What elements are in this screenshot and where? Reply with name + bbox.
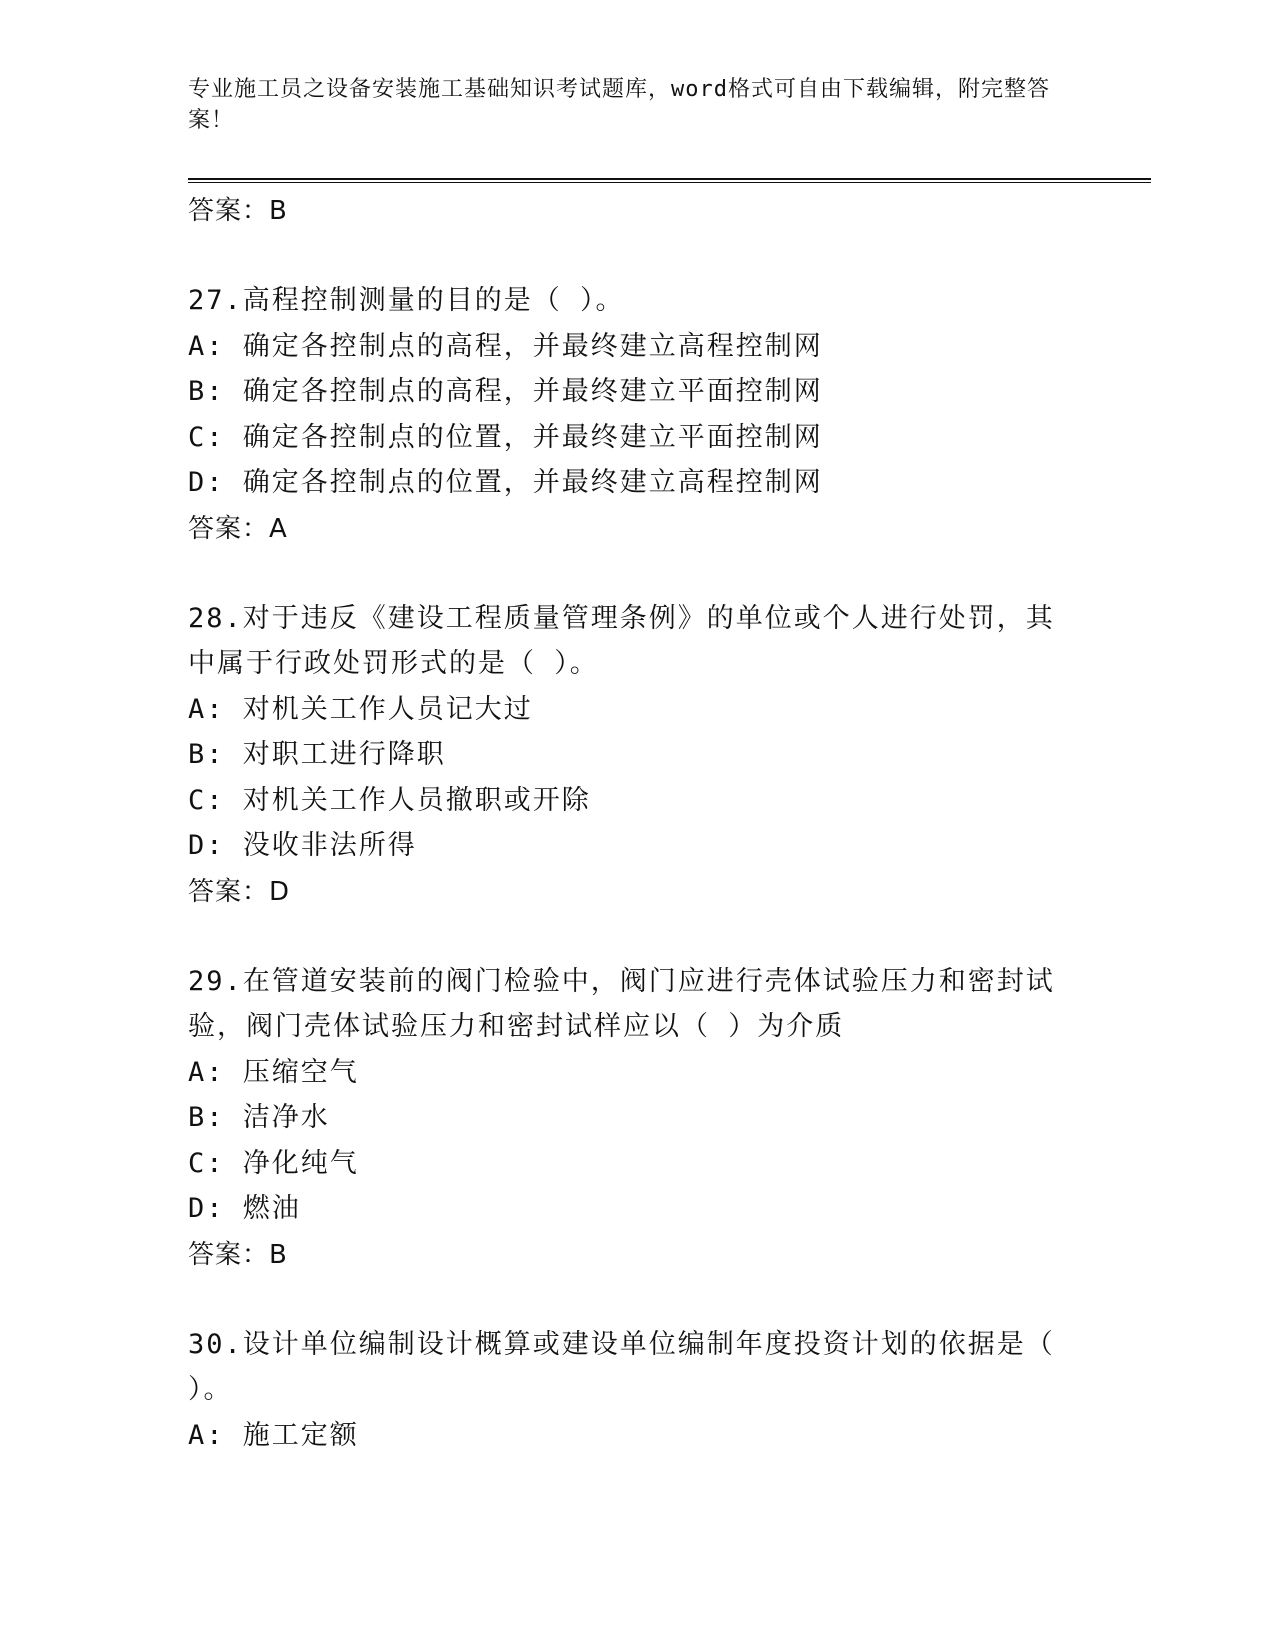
question-29 [188, 959, 1148, 1278]
spacer [188, 552, 1148, 596]
option-d: D: 确定各控制点的位置，并最终建立高程控制网 [188, 467, 823, 498]
option-a: A: 确定各控制点的高程，并最终建立高程控制网 [188, 330, 823, 362]
spacer [188, 915, 1148, 959]
question-30 [188, 1322, 1148, 1459]
question-stem: 29.在管道安装前的阀门检验中，阀门应进行壳体试验压力和密封试验，阀门壳体试验压力和密封试样应以（ ）为介质 [188, 965, 1055, 1042]
spacer [188, 1278, 1148, 1322]
option-b: B: 确定各控制点的高程，并最终建立平面控制网 [188, 376, 823, 407]
header-divider [188, 178, 1151, 183]
question-stem: 27.高程控制测量的目的是（ ）。 [188, 285, 625, 316]
option-b: B: 洁净水 [188, 1102, 330, 1133]
question-stem: 30.设计单位编制设计概算或建设单位编制年度投资计划的依据是（ ）。 [188, 1328, 1055, 1405]
option-a: A: 对机关工作人员记大过 [188, 693, 533, 725]
question-answer: 答案：B [188, 1239, 288, 1270]
document-page [188, 0, 1148, 1650]
option-c: C: 确定各控制点的位置，并最终建立平面控制网 [188, 421, 823, 453]
option-c: C: 净化纯气 [188, 1147, 359, 1179]
option-b: B: 对职工进行降职 [188, 739, 446, 770]
page-header: 专业施工员之设备安装施工基础知识考试题库，word格式可自由下载编辑，附完整答案！ [188, 77, 1050, 133]
previous-answer: 答案：B [188, 196, 288, 226]
question-27 [188, 278, 1148, 552]
option-a: A: 压缩空气 [188, 1056, 359, 1088]
option-a: A: 施工定额 [188, 1419, 359, 1451]
question-28 [188, 596, 1148, 915]
question-stem: 28.对于违反《建设工程质量管理条例》的单位或个人进行处罚，其中属于行政处罚形式的是（ ）。 [188, 602, 1055, 679]
question-list [188, 188, 1148, 1458]
spacer [188, 234, 1148, 278]
question-answer: 答案：A [188, 513, 288, 544]
option-c: C: 对机关工作人员撤职或开除 [188, 784, 591, 816]
option-d: D: 没收非法所得 [188, 830, 417, 861]
option-d: D: 燃油 [188, 1193, 301, 1224]
question-answer: 答案：D [188, 876, 291, 907]
